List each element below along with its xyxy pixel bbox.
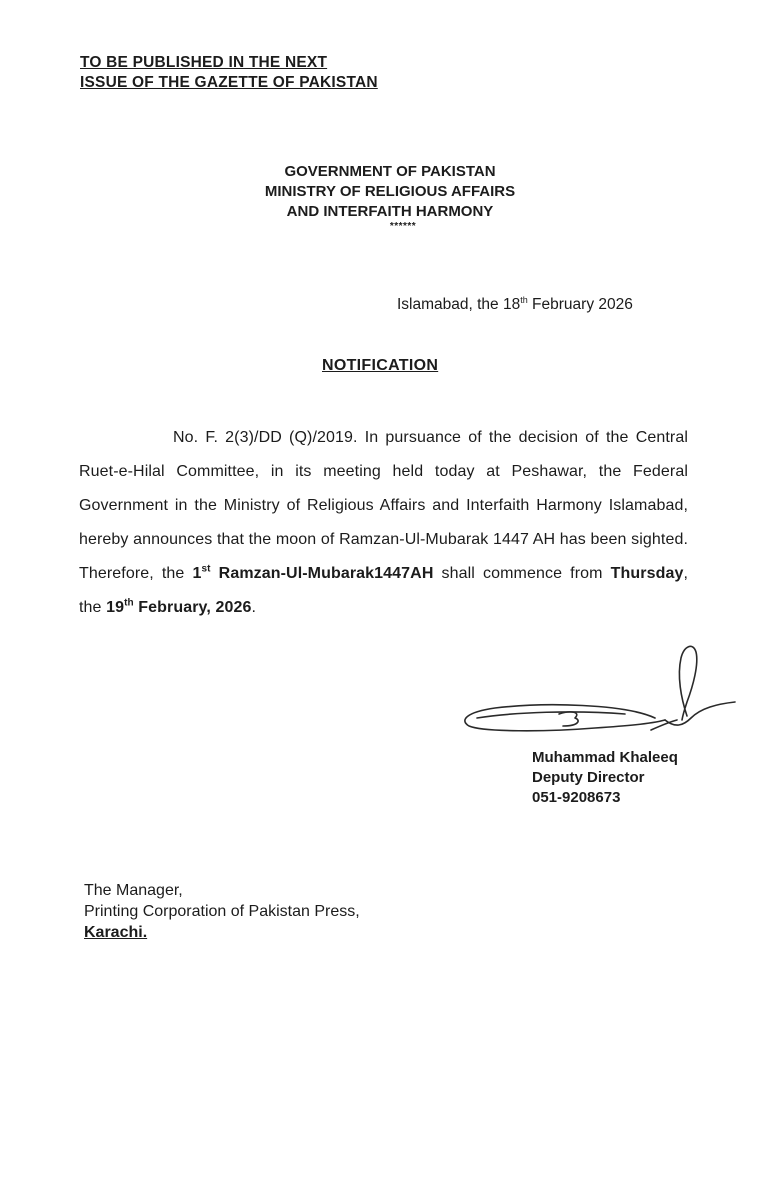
authority-line-3: AND INTERFAITH HARMONY [286,203,494,220]
authority-line-1: GOVERNMENT OF PAKISTAN [284,163,496,180]
first-ramzan-number: 1 [192,565,202,582]
publication-instruction [80,53,378,93]
issuing-authority [200,162,580,232]
dateline [397,295,633,314]
dateline-prefix: Islamabad, the 18 [397,296,521,314]
handwritten-signature [455,638,745,748]
dateline-rest: February 2026 [527,296,633,314]
body-text-3: , the [79,565,688,616]
first-ramzan-suffix: st [201,563,211,575]
recipient-line-2: Printing Corporation of Pakistan Press, [84,903,360,920]
signature-icon [455,638,745,748]
separator-stars: ****** [389,221,417,232]
signatory-phone: 051-9208673 [532,789,621,806]
commence-date-suffix: th [124,597,134,609]
body-text-2: shall commence from [433,565,611,582]
commence-day: Thursday [610,565,684,582]
body-end: . [251,599,256,616]
signatory-name: Muhammad Khaleeq [532,749,678,766]
first-ramzan [193,565,434,582]
dateline-suffix: th [520,295,528,305]
recipient-address [84,880,360,943]
commence-date-text: February, 2026 [133,599,252,616]
authority-line-2: MINISTRY OF RELIGIOUS AFFAIRS [264,183,516,200]
publication-line-2: ISSUE OF THE GAZETTE OF PAKISTAN [80,74,378,91]
notification-body [79,421,688,625]
recipient-line-1: The Manager, [84,882,183,899]
first-ramzan-text: Ramzan-Ul-Mubarak1447AH [210,565,434,582]
commence-date [106,599,251,616]
signatory-block [532,748,678,808]
body-text-1: No. F. 2(3)/DD (Q)/2019. In pursuance of the decision of the Central Ruet-e-Hilal Committee, in its meeting held today at Peshawar, the Federal Government in the Ministry of Religious Affairs and Interfaith Harmony Islamabad, hereby announces that the moon of Ramzan-Ul-Mubarak 1447 AH has been sighted. Therefore, the [79,429,688,582]
publication-line-1: TO BE PUBLISHED IN THE NEXT [80,54,328,71]
signatory-designation: Deputy Director [532,769,645,786]
commence-date-number: 19 [106,599,125,616]
notification-title: NOTIFICATION [322,357,439,374]
recipient-city: Karachi. [84,924,148,941]
